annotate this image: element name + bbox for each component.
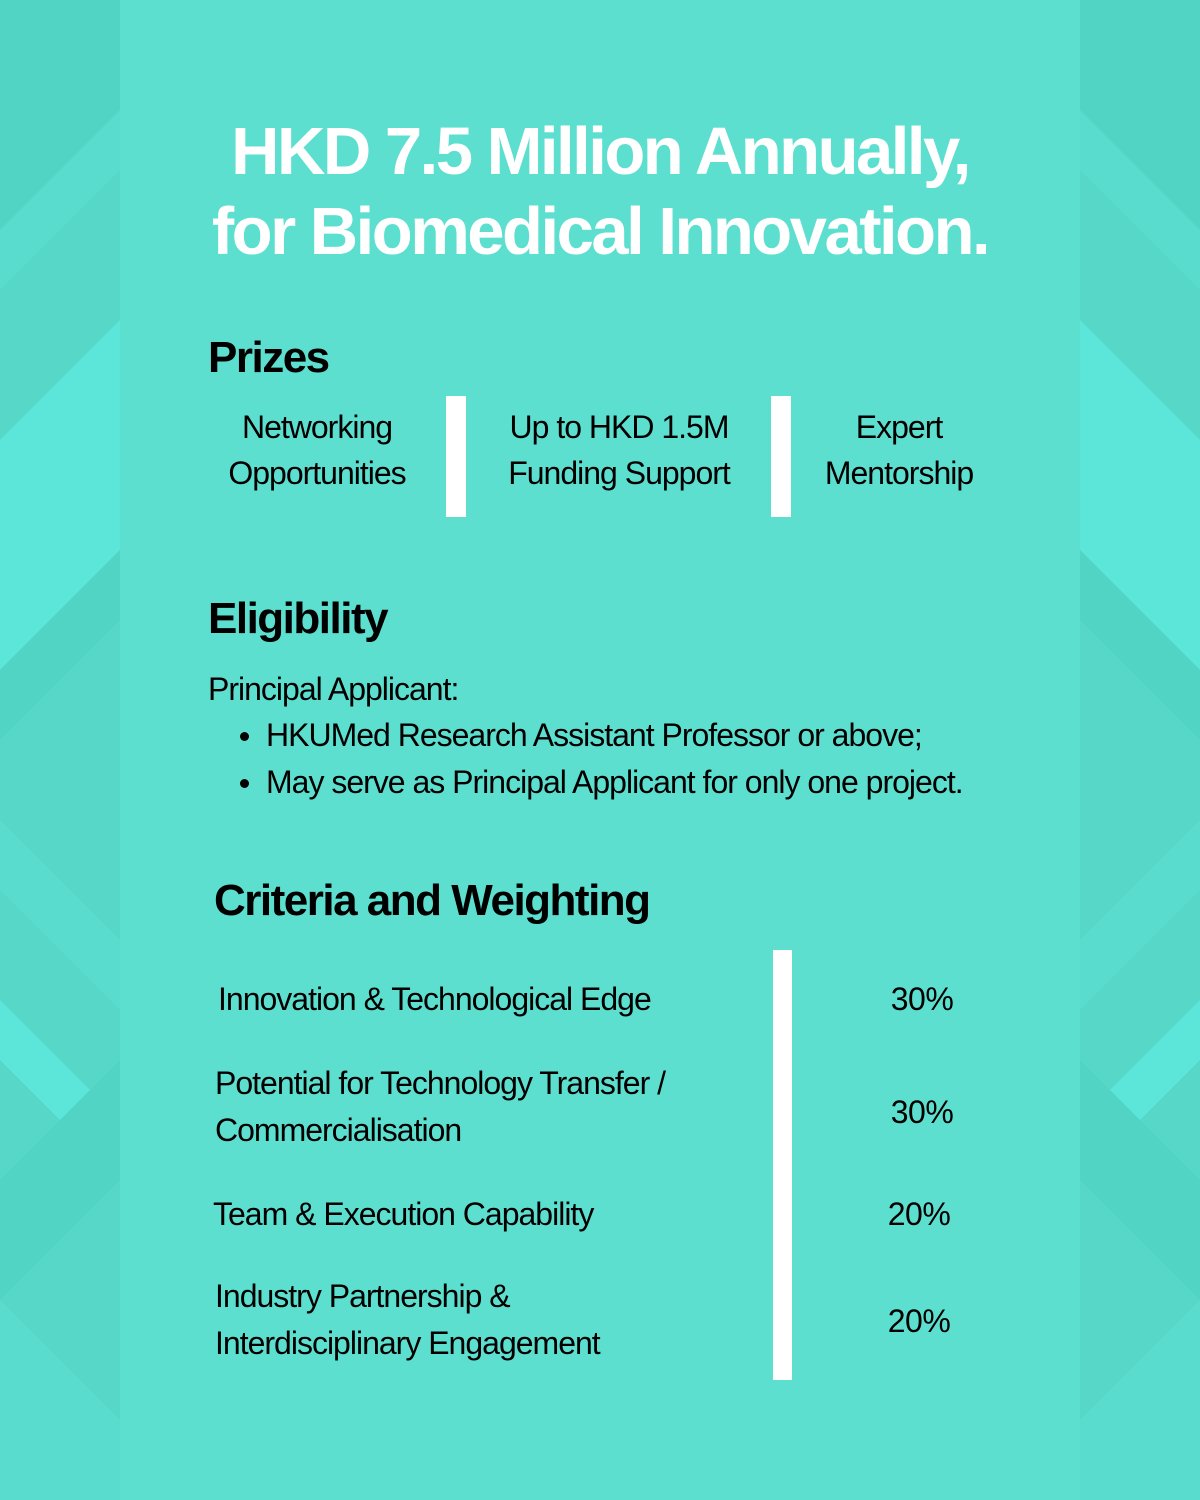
criteria-divider (773, 950, 792, 1380)
prize-item-funding (490, 404, 748, 496)
prize-item-line-1: Networking (241, 409, 393, 445)
prize-item-line-2: Mentorship (824, 455, 974, 491)
right-side-pattern (1080, 0, 1200, 1500)
chevron-pattern-icon (1080, 0, 1200, 1500)
prize-divider (446, 396, 466, 517)
page-title (160, 112, 1040, 272)
prize-item-mentorship (804, 404, 994, 496)
list-item: HKUMed Research Assistant Professor or above; (238, 712, 963, 759)
criteria-label: Innovation & Technological Edge (218, 981, 651, 1017)
page-title-line-2: for Biomedical Innovation. (211, 194, 989, 269)
criteria-label: Interdisciplinary Engagement (215, 1325, 600, 1361)
criteria-row-tech-transfer (215, 1060, 665, 1154)
criteria-weight: 30% (890, 1094, 954, 1130)
criteria-weight: 30% (890, 981, 954, 1017)
criteria-row-team (213, 1191, 593, 1238)
criteria-heading: Criteria and Weighting (214, 876, 650, 925)
prize-item-line-2: Opportunities (228, 455, 406, 491)
left-side-pattern (0, 0, 120, 1500)
eligibility-list (238, 712, 963, 806)
criteria-label: Potential for Technology Transfer / (215, 1065, 666, 1101)
prize-item-line-2: Funding Support (508, 455, 730, 491)
criteria-label: Team & Execution Capability (213, 1196, 594, 1232)
criteria-label: Industry Partnership & (215, 1278, 510, 1314)
criteria-weight: 20% (887, 1196, 951, 1232)
criteria-weight: 20% (887, 1303, 951, 1339)
principal-applicant-label: Principal Applicant: (208, 671, 459, 707)
prize-divider (771, 396, 791, 517)
criteria-row-industry (215, 1273, 600, 1367)
prize-item-line-1: Up to HKD 1.5M (509, 409, 729, 445)
criteria-row-innovation (218, 976, 651, 1023)
list-item: May serve as Principal Applicant for only one project. (238, 759, 963, 806)
chevron-pattern-icon (0, 0, 120, 1500)
criteria-label: Commercialisation (215, 1112, 462, 1148)
prizes-heading: Prizes (208, 333, 329, 382)
prize-item-networking (202, 404, 432, 496)
page-title-line-1: HKD 7.5 Million Annually, (231, 114, 969, 189)
eligibility-heading: Eligibility (208, 594, 388, 643)
prize-item-line-1: Expert (855, 409, 943, 445)
